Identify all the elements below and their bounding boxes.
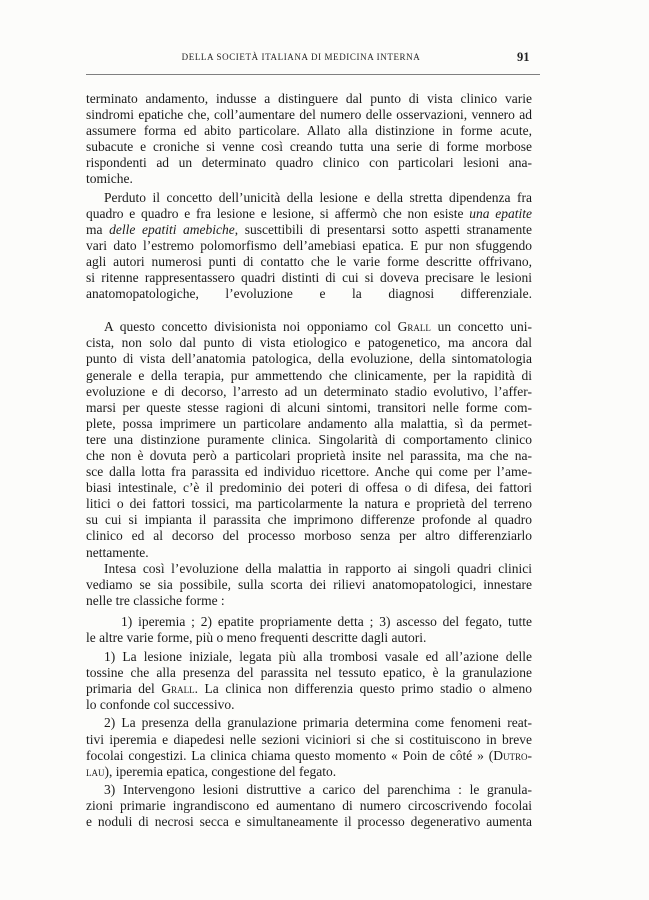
text-line [86,448,532,464]
text-line [86,649,532,665]
text-run: , suscettibili di presentarsi sotto aspetti stranamente [234,221,532,237]
text-run: 1) La lesione iniziale, legata più alla trombosi vasale ed all’azione delle [104,649,532,665]
text-run: punto di vista dell’anatomia patologica, della evoluzione, della sintomatologia [86,351,532,367]
text-run: zioni primarie ingrandiscono ed aumentano di numero circoscrivendo focolai [86,797,532,813]
text-line [86,238,532,254]
header-rule [86,74,540,75]
text-run: e noduli di necrosi secca e simultaneamente il processo degenerativo aumenta [86,814,532,830]
text-line [86,697,532,713]
text-line [86,681,532,697]
paragraph-perduto [86,190,532,303]
text-run: subacute e croniche si venne così creando tutta una serie di forme morbose [86,139,532,155]
page-number: 91 [517,50,530,64]
text-run: ma [86,221,110,237]
text-line [86,222,532,238]
text-run: vediamo se sia possibile, sulla scorta dei rilievi anatomopatologici, innestare [86,576,532,592]
text-line [86,528,532,544]
text-line [86,512,532,528]
text-run: le altre varie forme, più o meno frequenti descritte dagli autori. [86,630,427,645]
paragraph-forme-list [86,614,532,646]
text-line [86,496,532,512]
text-run: tivi iperemia e diapedesi nelle sezioni viciniori si che si costituiscono in breve [86,731,532,747]
text-run: sindromi epatiche che, coll’aumentare del numero delle osservazioni, vennero ad [86,107,532,123]
text-run: Perduto il concetto dell’unicità della lesione e della stretta dipendenza fra [104,189,532,205]
text-line [86,139,532,155]
text-line [86,464,532,480]
text-run: agli autori numerosi punti di contatto che le varie forme descritte offrivano, [86,253,532,269]
text-run: sce dalla lotta fra parassita ed individuo ricettore. Anche qui come per l’ame- [86,464,532,480]
text-line [86,107,532,123]
paragraph-continuation [86,91,532,188]
text-run: marsi per queste stesse ragioni di alcuni sintomi, transitori nelle forme com- [86,399,532,415]
text-line [86,577,532,593]
text-run: 3) Intervengono lesioni distruttive a carico del parenchima : le granula- [104,781,532,797]
running-title: DELLA SOCIETÀ ITALIANA DI MEDICINA INTERNA [181,52,421,62]
text-run: generale e della terapia, pur ammettendo che clinicamente, per la rapidità di [86,367,532,383]
text-run: . La clinica non differenzia questo primo stadio o almeno [194,681,532,697]
text-line [86,91,532,107]
text-line [86,814,532,830]
text-line [86,764,532,780]
text-run: si ritenne rappresentassero quadri distinti di cui si doveva precisare le lesioni [86,270,532,286]
text-line [86,715,532,731]
text-line [86,400,532,416]
text-line [86,748,532,764]
text-run: anatomopatologiche, l’evoluzione e la diagnosi differenziale. [86,286,532,302]
small-caps-run: Dutro- [493,747,532,763]
text-line [86,254,532,270]
text-line [86,368,532,384]
text-run: ), iperemia epatica, congestione del fegato. [104,763,337,779]
text-line [86,630,532,646]
text-run: A questo concetto divisionista noi opponiamo col [104,319,398,335]
text-run: Intesa così l’evoluzione della malattia in rapporto ai singoli quadri clinici [104,560,532,576]
text-run: 2) La presenza della granulazione primaria determina come fenomeni reat- [104,715,532,731]
paragraph-point-1 [86,649,532,713]
text-line [86,561,532,577]
text-run: quadro e quadro e fra lesione e lesione, si affermò che non esiste [86,205,470,221]
text-run: tere una distinzione puramente clinica. Singolarità di comportamento clinico [86,431,532,447]
text-line [86,480,532,496]
text-run: su cui si impianta il parassita che imprimono differenze profonde al quadro [86,512,532,528]
text-line [86,319,532,335]
text-run: 1) iperemia ; 2) epatite propriamente detta ; 3) ascesso del fegato, tutte [121,613,532,629]
text-run: nettamente. [86,544,149,560]
text-run: litici o dei fattori tossici, ma particolarmente la natura e proprietà del terreno [86,496,532,512]
text-run: nelle tre classiche forme : [86,592,225,608]
text-line [86,782,532,798]
small-caps-run: Grall [397,319,431,335]
text-run: tossine che alla presenza del parassita nel tessuto epatico, è la granulazione [86,665,532,681]
text-run: che non è dovuta però a particolari proprietà insite nel parassita, ma che na- [86,447,532,463]
text-line [86,614,532,630]
text-run: rispondenti ad un determinato quadro clinico con particolari lesioni ana- [86,155,532,171]
text-line [86,351,532,367]
text-run: evoluzione e di decorso, l’arresto ad un determinato stadio evolutivo, l’affer- [86,383,532,399]
text-line [86,335,532,351]
small-caps-run: lau [86,763,105,779]
text-run: clinico ed al decorso del processo morboso senza per altro differenziarlo [86,528,532,544]
text-run: plete, possa imprimere un particolare andamento alla malattia, sì da permet- [86,415,532,431]
text-line [86,123,532,139]
paragraph-point-3 [86,782,532,830]
text-run: lo confonde col successivo. [86,697,235,713]
paragraph-point-2 [86,715,532,779]
text-run: focolai congestizi. La clinica chiama questo momento « Poin de côté » ( [86,747,494,763]
paragraph-intesa [86,561,532,609]
text-line [86,171,532,187]
text-line [86,190,532,206]
text-line [86,798,532,814]
text-run: un concetto uni- [430,319,532,335]
text-line [86,206,532,222]
text-run: tomiche. [86,171,133,187]
text-line [86,732,532,748]
text-run: assumere forma ed abito particolare. Allato alla distinzione in forme acute, [86,123,532,139]
text-line [86,270,532,286]
italic-run: una epatite [469,205,532,221]
text-line [86,665,532,681]
page-body [86,91,532,830]
text-run: biasi intestinale, c’è il predominio dei poteri di offesa o di difesa, dei fattori [86,480,532,496]
italic-run: delle epatiti amebiche [109,221,235,237]
text-line [86,593,532,609]
text-run: vari dato l’estremo polomorfismo dell’amebiasi epatica. E pur non sfuggendo [86,237,532,253]
text-line [86,416,532,432]
small-caps-run: Grall [161,681,195,697]
text-line [86,545,532,561]
text-line [86,155,532,171]
text-line [86,432,532,448]
text-run: primaria del [86,681,162,697]
text-line [86,286,532,302]
paragraph-concetto-unicista [86,319,532,560]
text-run: terminato andamento, indusse a distinguere dal punto di vista clinico varie [86,91,532,106]
text-run: cista, non solo dal punto di vista etiologico e patogenetico, ma ancora dal [86,335,532,351]
text-line [86,384,532,400]
